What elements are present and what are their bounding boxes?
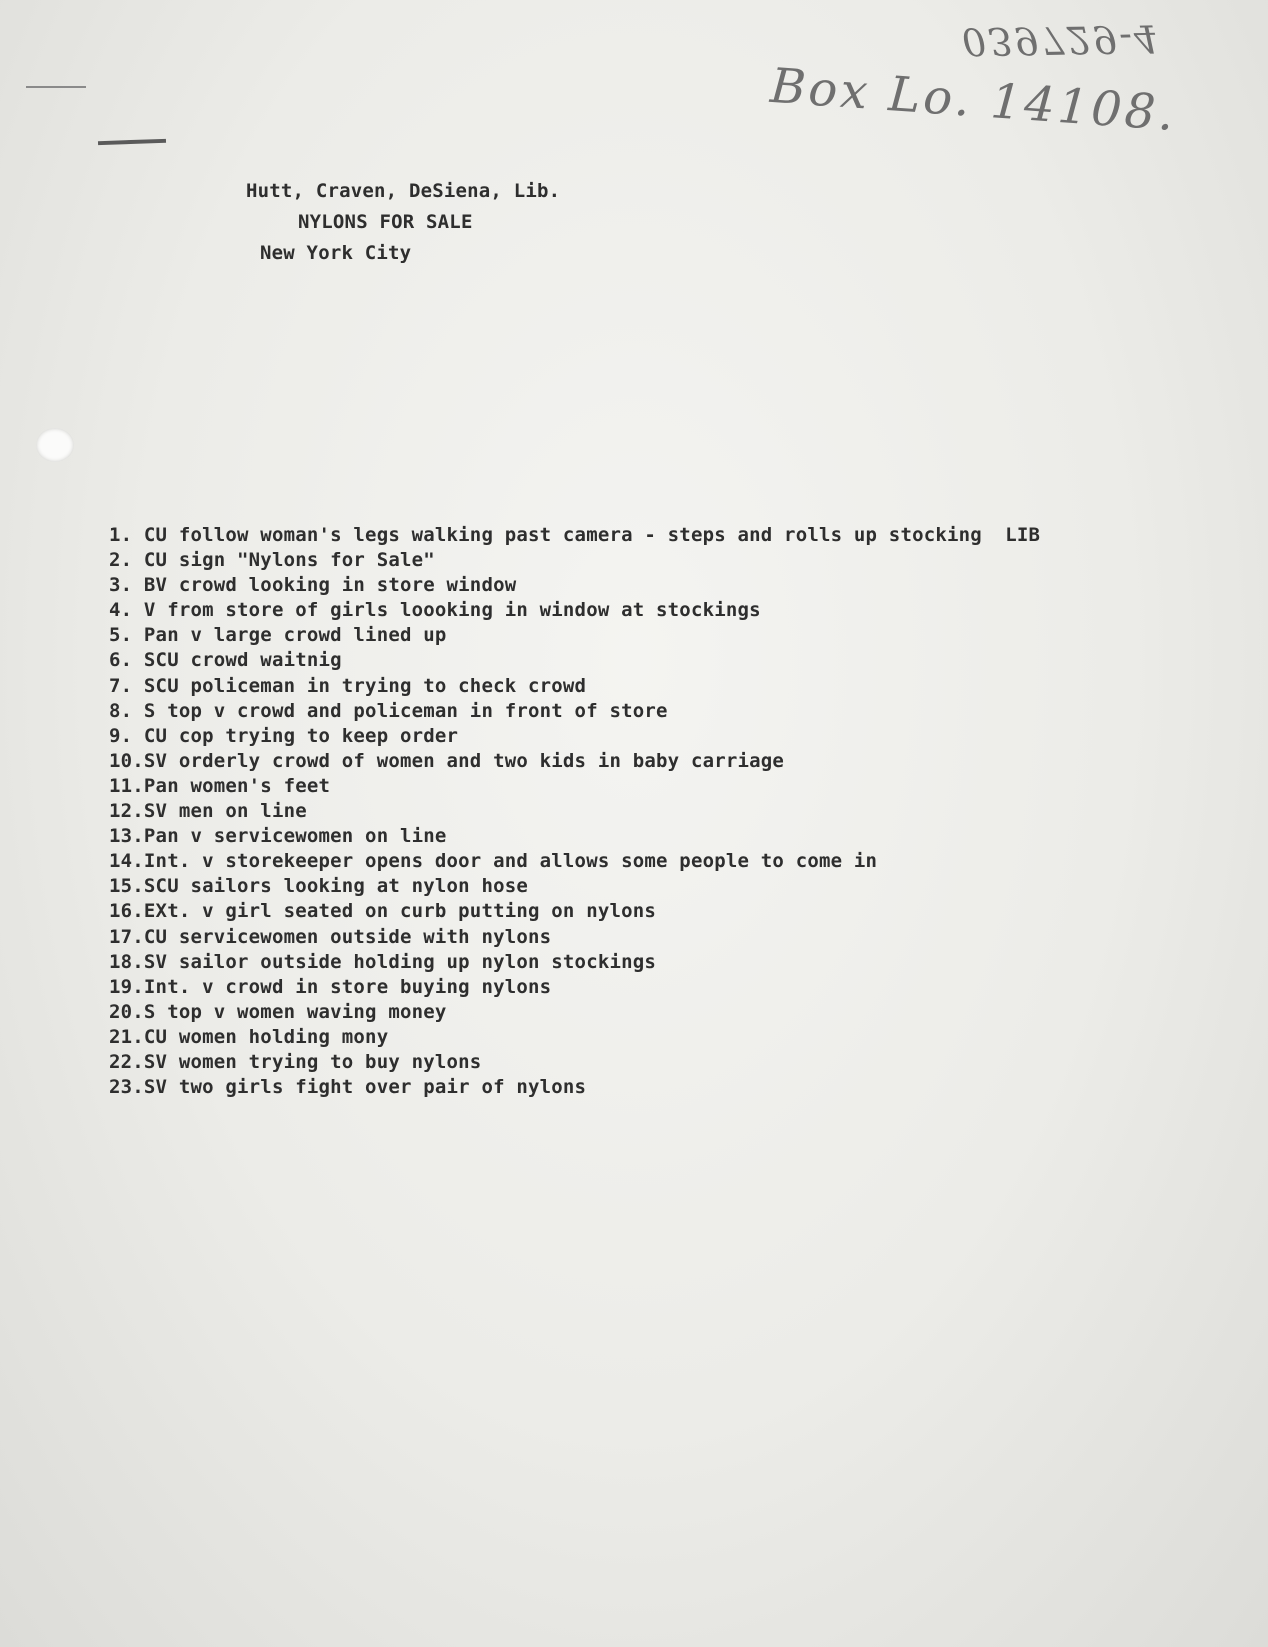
pen-mark <box>26 86 86 88</box>
shot-item: 16.EXt. v girl seated on curb putting on nylons <box>109 900 657 923</box>
punch-hole <box>36 428 74 462</box>
shot-item: 6. SCU crowd waitnig <box>109 649 342 672</box>
shot-item: 15.SCU sailors looking at nylon hose <box>109 875 529 898</box>
shot-item: 9. CU cop trying to keep order <box>109 724 459 747</box>
box-note-handwritten: Box Lo. 14108. <box>768 57 1179 143</box>
location-line: New York City <box>260 242 412 264</box>
shot-item: 12.SV men on line <box>109 800 307 823</box>
shot-item: 2. CU sign "Nylons for Sale" <box>109 549 435 572</box>
shot-list <box>109 523 1040 1100</box>
shot-item: 10.SV orderly crowd of women and two kids in baby carriage <box>109 749 785 772</box>
shot-item: 4. V from store of girls loooking in window at stockings <box>109 599 761 622</box>
shot-item: 14.Int. v storekeeper opens door and allows some people to come in <box>109 850 878 873</box>
shot-item: 20.S top v women waving money <box>109 1000 447 1023</box>
shot-item: 1. CU follow woman's legs walking past camera - steps and rolls up stocking LIB <box>109 524 1041 546</box>
shot-item: 17.CU servicewomen outside with nylons <box>109 925 552 948</box>
shot-item: 3. BV crowd looking in store window <box>109 574 517 597</box>
credits-line: Hutt, Craven, DeSiena, Lib. <box>246 180 561 202</box>
shot-item: 23.SV two girls fight over pair of nylons <box>109 1076 587 1099</box>
shot-item: 5. Pan v large crowd lined up <box>109 624 447 647</box>
shot-item: 7. SCU policeman in trying to check crowd <box>109 674 587 697</box>
shot-item: 18.SV sailor outside holding up nylon stockings <box>109 950 657 973</box>
shot-item: 22.SV women trying to buy nylons <box>109 1050 482 1073</box>
shot-item: 21.CU women holding mony <box>109 1025 389 1048</box>
document-header <box>246 176 560 269</box>
shot-item: 11.Pan women's feet <box>109 774 331 797</box>
document-title: NYLONS FOR SALE <box>298 211 473 233</box>
shot-item: 8. S top v crowd and policeman in front of store <box>109 699 668 722</box>
archive-id-handwritten: 039729-4 <box>961 16 1161 64</box>
pen-mark <box>98 139 166 145</box>
shot-item: 19.Int. v crowd in store buying nylons <box>109 975 552 998</box>
shot-item: 13.Pan v servicewomen on line <box>109 825 447 848</box>
